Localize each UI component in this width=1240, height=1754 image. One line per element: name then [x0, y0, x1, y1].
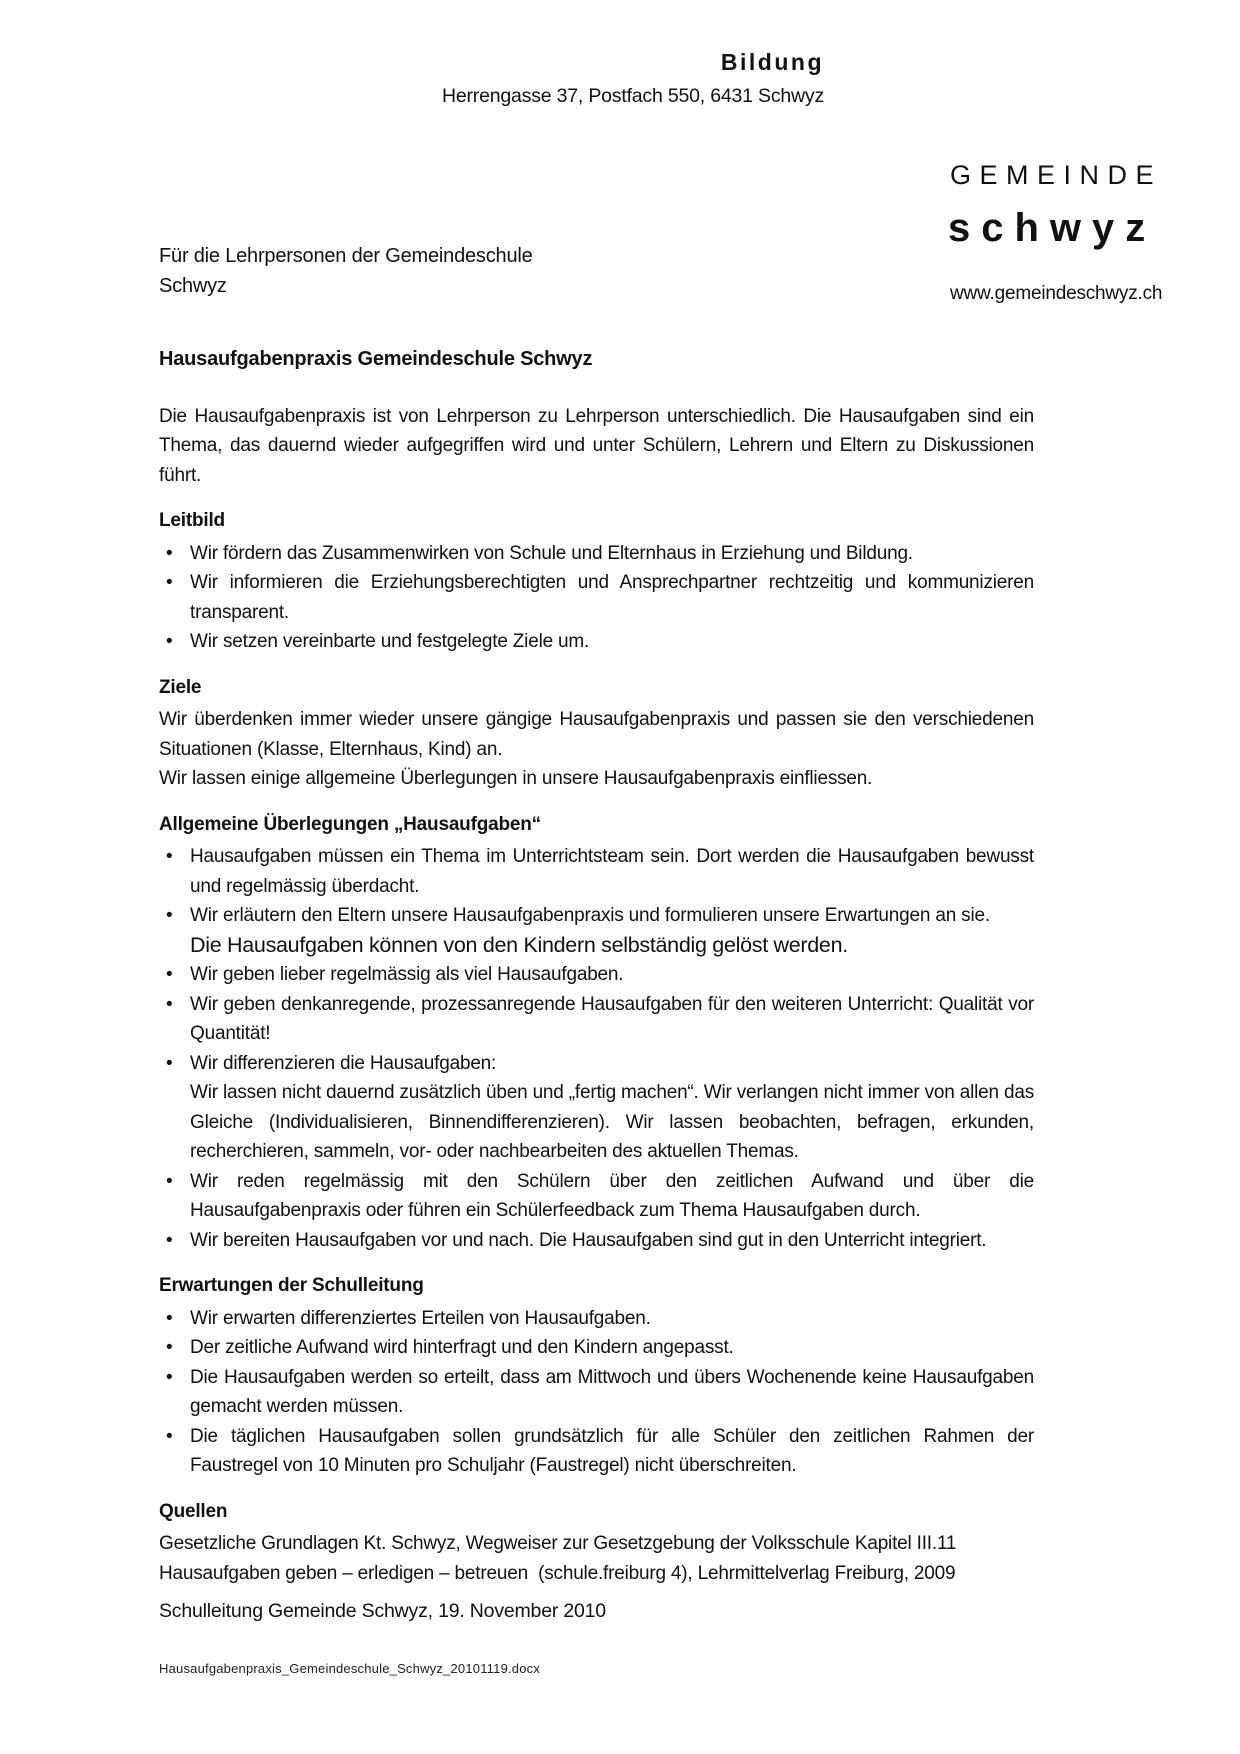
bullet-text: Wir reden regelmässig mit den Schülern über den zeitlichen Aufwand und über die Hausaufgabenpraxis oder führen ein Schülerfeedback zum Thema Hausaufgaben durch.	[190, 1170, 1034, 1221]
document-body	[159, 345, 1034, 1588]
list-item	[159, 1226, 1034, 1256]
leitbild-list	[159, 539, 1034, 657]
section-heading-quellen: Quellen	[159, 1500, 228, 1522]
bullet-text: Hausaufgaben müssen ein Thema im Unterrichtsteam sein. Dort werden die Hausaufgaben bewusst und regelmässig überdacht.	[190, 846, 1034, 897]
list-item: • Die täglichen Hausaufgaben sollen grundsätzlich für alle Schüler den zeitlichen Rahmen der Faustregel von 10 Minuten pro Schuljahr (Faustregel) nicht überschreiten.	[159, 1422, 1034, 1481]
list-item	[159, 960, 1034, 990]
page-title: Hausaufgabenpraxis Gemeindeschule Schwyz	[159, 348, 593, 370]
list-item: • Wir fördern das Zusammenwirken von Schule und Elternhaus in Erziehung und Bildung.	[159, 539, 1034, 569]
list-item: • Die Hausaufgaben werden so erteilt, dass am Mittwoch und übers Wochenende keine Hausaufgaben gemacht werden müssen.	[159, 1363, 1034, 1422]
recipient-line-2: Schwyz	[159, 275, 227, 297]
erwartungen-list	[159, 1304, 1034, 1481]
section-heading-leitbild: Leitbild	[159, 510, 225, 531]
signature-line: Schulleitung Gemeinde Schwyz, 19. November 2010	[159, 1600, 606, 1622]
footer-filename: Hausaufgabenpraxis_Gemeindeschule_Schwyz_20101119.docx	[159, 1661, 541, 1676]
list-item: • Wir erwarten differenziertes Erteilen von Hausaufgaben.	[159, 1304, 1034, 1334]
bullet-text: Wir erläutern den Eltern unsere Hausaufgabenpraxis und formulieren unsere Erwartungen an sie.	[190, 905, 990, 926]
department-label: Bildung	[720, 49, 824, 75]
section-heading-ueberlegungen: Allgemeine Überlegungen „Hausaufgaben“	[159, 813, 541, 835]
list-item	[159, 1049, 1034, 1167]
intro-paragraph: Die Hausaufgabenpraxis ist von Lehrperson zu Lehrperson unterschiedlich. Die Hausaufgaben sind ein Thema, das dauernd wieder aufgegriffen wird und unter Schülern, Lehrern und Eltern zu Diskussionen führt.	[159, 405, 1034, 486]
website-url: www.gemeindeschwyz.ch	[950, 283, 1163, 304]
list-item	[159, 990, 1034, 1049]
letterhead-block	[400, 48, 824, 108]
address-line: Herrengasse 37, Postfach 550, 6431 Schwyz	[441, 85, 824, 107]
source-line-1: Gesetzliche Grundlagen Kt. Schwyz, Wegweiser zur Gesetzgebung der Volksschule Kapitel III.11	[159, 1533, 957, 1554]
gemeinde-logo-top-text: GEMEINDE	[950, 160, 1163, 190]
list-item	[159, 842, 1034, 901]
bullet-emphasis-text: Die Hausaufgaben können von den Kindern selbständig gelöst werden.	[190, 932, 848, 957]
bullet-text: Wir geben denkanregende, prozessanregende Hausaufgaben für den weiteren Unterricht: Qualität vor Quantität!	[190, 993, 1034, 1044]
source-line-2: Hausaufgaben geben – erledigen – betreuen (schule.freiburg 4), Lehrmittelverlag Freiburg, 2009	[159, 1562, 956, 1584]
bullet-text: Wir bereiten Hausaufgaben vor und nach. Die Hausaufgaben sind gut in den Unterricht integriert.	[190, 1229, 987, 1251]
recipient-line-1: Für die Lehrpersonen der Gemeindeschule	[159, 245, 533, 267]
list-item: • Der zeitliche Aufwand wird hinterfragt und den Kindern angepasst.	[159, 1333, 1034, 1363]
list-item: • Wir informieren die Erziehungsberechtigten und Ansprechpartner rechtzeitig und kommunizieren transparent.	[159, 568, 1034, 627]
ziele-paragraph-2: Wir lassen einige allgemeine Überlegungen in unsere Hausaufgabenpraxis einfliessen.	[159, 768, 873, 789]
list-item: • Wir setzen vereinbarte und festgelegte Ziele um.	[159, 627, 1034, 657]
list-item	[159, 901, 1034, 960]
recipient-block	[159, 241, 533, 301]
section-heading-ziele: Ziele	[159, 676, 202, 698]
gemeinde-logo-name-text: schwyz	[948, 206, 1157, 250]
ueberlegungen-list	[159, 842, 1034, 1255]
list-item	[159, 1167, 1034, 1226]
section-heading-erwartungen: Erwartungen der Schulleitung	[159, 1275, 424, 1296]
bullet-text: Wir geben lieber regelmässig als viel Hausaufgaben.	[190, 964, 624, 985]
ziele-paragraph-1: Wir überdenken immer wieder unsere gängige Hausaufgabenpraxis und passen sie den verschiedenen Situationen (Klasse, Elternhaus, Kind) an.	[159, 709, 1034, 760]
bullet-detail-text: Wir lassen nicht dauernd zusätzlich üben und „fertig machen“. Wir verlangen nicht immer von allen das Gleiche (Individualisieren, Binnendifferenzieren). Wir lassen beobachten, befragen, erkunden, recherchieren, sammeln, vor- oder nachbearbeiten des aktuellen Themas.	[190, 1082, 1034, 1162]
bullet-text: Wir differenzieren die Hausaufgaben:	[190, 1052, 497, 1074]
